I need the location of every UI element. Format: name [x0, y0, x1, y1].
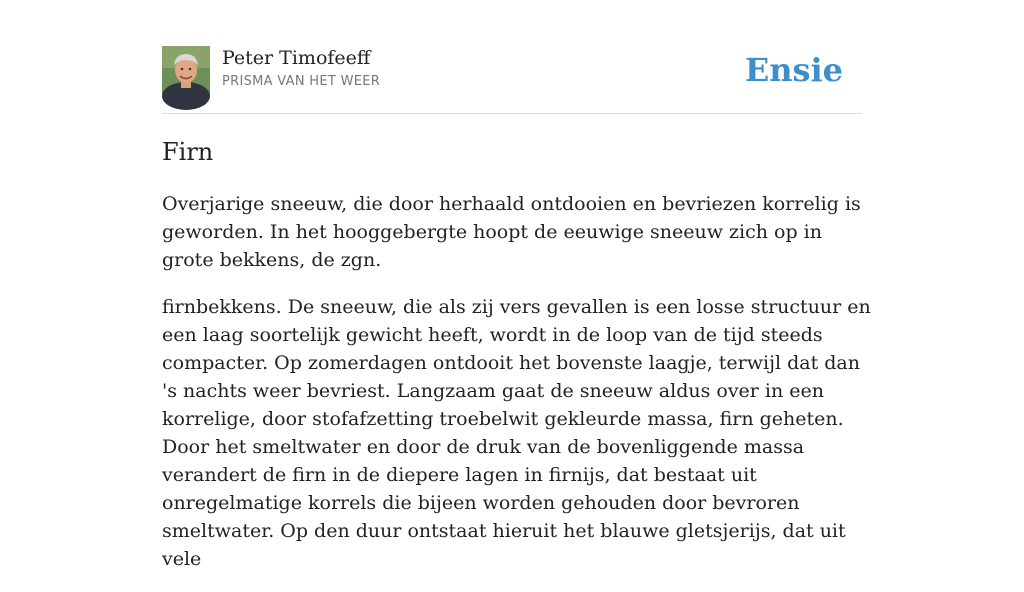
- header-divider: [162, 113, 862, 114]
- author-name[interactable]: Peter Timofeeff: [222, 47, 371, 69]
- author-header: [162, 46, 862, 96]
- article-paragraph: firnbekkens. De sneeuw, die als zij vers gevallen is een losse structuur en een laag soortelijk gewicht heeft, wordt in de loop van de tijd steeds compacter. Op zomerdagen ontdooit het bovenste laagje, terwijl dat dan 's nachts weer bevriest. Langzaam gaat de sneeuw aldus over in een korrelige, door stofafzetting troebelwit gekleurde massa, firn geheten. Door het smeltwater en door de druk van de bovenliggende massa verandert de firn in de diepere lagen in firnijs, dat bestaat uit onregelmatige korrels die bijeen worden gehouden door bevroren smeltwater. Op den duur ontstaat hieruit het blauwe gletsjerijs, dat uit vele: [162, 296, 871, 570]
- brand-logo[interactable]: Ensie: [744, 51, 843, 89]
- author-avatar[interactable]: [162, 46, 210, 94]
- article-paragraph: Overjarige sneeuw, die door herhaald ontdooien en bevriezen korrelig is geworden. In het hooggebergte hoopt de eeuwige sneeuw zich op in grote bekkens, de zgn.: [162, 193, 861, 271]
- article-body: [162, 190, 874, 592]
- avatar-portrait-icon: [162, 46, 210, 94]
- article-title: Firn: [162, 138, 214, 166]
- author-source[interactable]: PRISMA VAN HET WEER: [222, 74, 381, 89]
